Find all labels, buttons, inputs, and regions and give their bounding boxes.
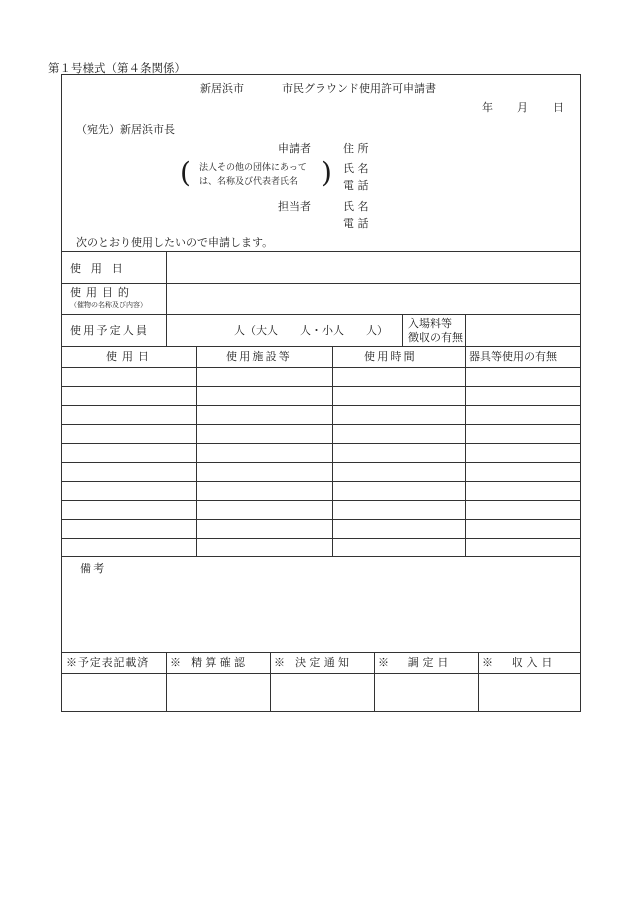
application-form: [61, 74, 581, 712]
schedule-row-line: [62, 538, 580, 539]
office-settlement: ※ 精算確認: [170, 656, 249, 669]
date-year-label: 年: [482, 101, 493, 114]
remarks-label: 備考: [80, 562, 107, 575]
use-date-label: 使用日: [70, 262, 133, 275]
admission-label-line2: 徴収の有無: [408, 331, 463, 344]
date-day-label: 日: [553, 101, 564, 114]
purpose-note: （催物の名称及び内容）: [70, 301, 147, 309]
schedule-col-divider: [465, 346, 466, 556]
schedule-header-facility: 使用施設等: [226, 350, 292, 363]
label-column-divider: [166, 251, 167, 346]
office-assessment: ※ 調定日: [378, 656, 453, 669]
people-breakdown: 人（大人 人・小人 人）: [234, 324, 388, 337]
schedule-row-line: [62, 424, 580, 425]
divider: [62, 673, 580, 674]
planned-people-label: 使用予定人員: [70, 324, 150, 337]
office-col-divider: [478, 652, 479, 711]
contact-label: 担当者: [278, 200, 311, 213]
schedule-col-divider: [332, 346, 333, 556]
divider: [402, 314, 403, 346]
schedule-row-line: [62, 481, 580, 482]
address-label: 住 所: [343, 142, 369, 155]
form-number-label: 第１号様式（第４条関係）: [48, 61, 186, 75]
schedule-header-equipment: 器具等使用の有無: [469, 350, 557, 363]
office-scheduled: ※予定表記載済: [66, 656, 150, 669]
open-paren: (: [180, 156, 191, 189]
admission-label-line1: 入場料等: [408, 317, 452, 330]
contact-phone-label: 電 話: [343, 217, 369, 230]
office-receipt: ※ 収入日: [482, 656, 557, 669]
schedule-row-line: [62, 462, 580, 463]
request-statement: 次のとおり使用したいので申請します。: [76, 236, 274, 249]
schedule-row-line: [62, 367, 580, 368]
schedule-header-date: 使用日: [106, 350, 154, 363]
close-paren: ): [321, 156, 332, 189]
office-col-divider: [166, 652, 167, 711]
corp-note-line1: 法人その他の団体にあって: [199, 163, 307, 173]
divider: [62, 314, 580, 315]
schedule-row-line: [62, 500, 580, 501]
form-title: 市民グラウンド使用許可申請書: [282, 82, 436, 95]
office-col-divider: [374, 652, 375, 711]
schedule-row-line: [62, 386, 580, 387]
name-label: 氏 名: [343, 162, 369, 175]
divider: [465, 314, 466, 346]
divider: [62, 652, 580, 653]
contact-name-label: 氏 名: [343, 200, 369, 213]
purpose-label: 使用目的: [70, 286, 134, 299]
applicant-label: 申請者: [278, 142, 311, 155]
schedule-row-line: [62, 556, 580, 557]
office-decision: ※ 決定通知: [274, 656, 353, 669]
divider: [62, 283, 580, 284]
schedule-row-line: [62, 405, 580, 406]
office-col-divider: [270, 652, 271, 711]
phone-label: 電 話: [343, 179, 369, 192]
schedule-row-line: [62, 519, 580, 520]
divider: [62, 346, 580, 347]
date-month-label: 月: [517, 101, 528, 114]
corp-note-line2: は、名称及び代表者氏名: [199, 177, 299, 187]
schedule-row-line: [62, 443, 580, 444]
schedule-col-divider: [196, 346, 197, 556]
schedule-header-time: 使用時間: [364, 350, 417, 363]
divider: [62, 251, 580, 252]
city-name: 新居浜市: [200, 82, 244, 95]
addressee: （宛先）新居浜市長: [76, 123, 175, 136]
